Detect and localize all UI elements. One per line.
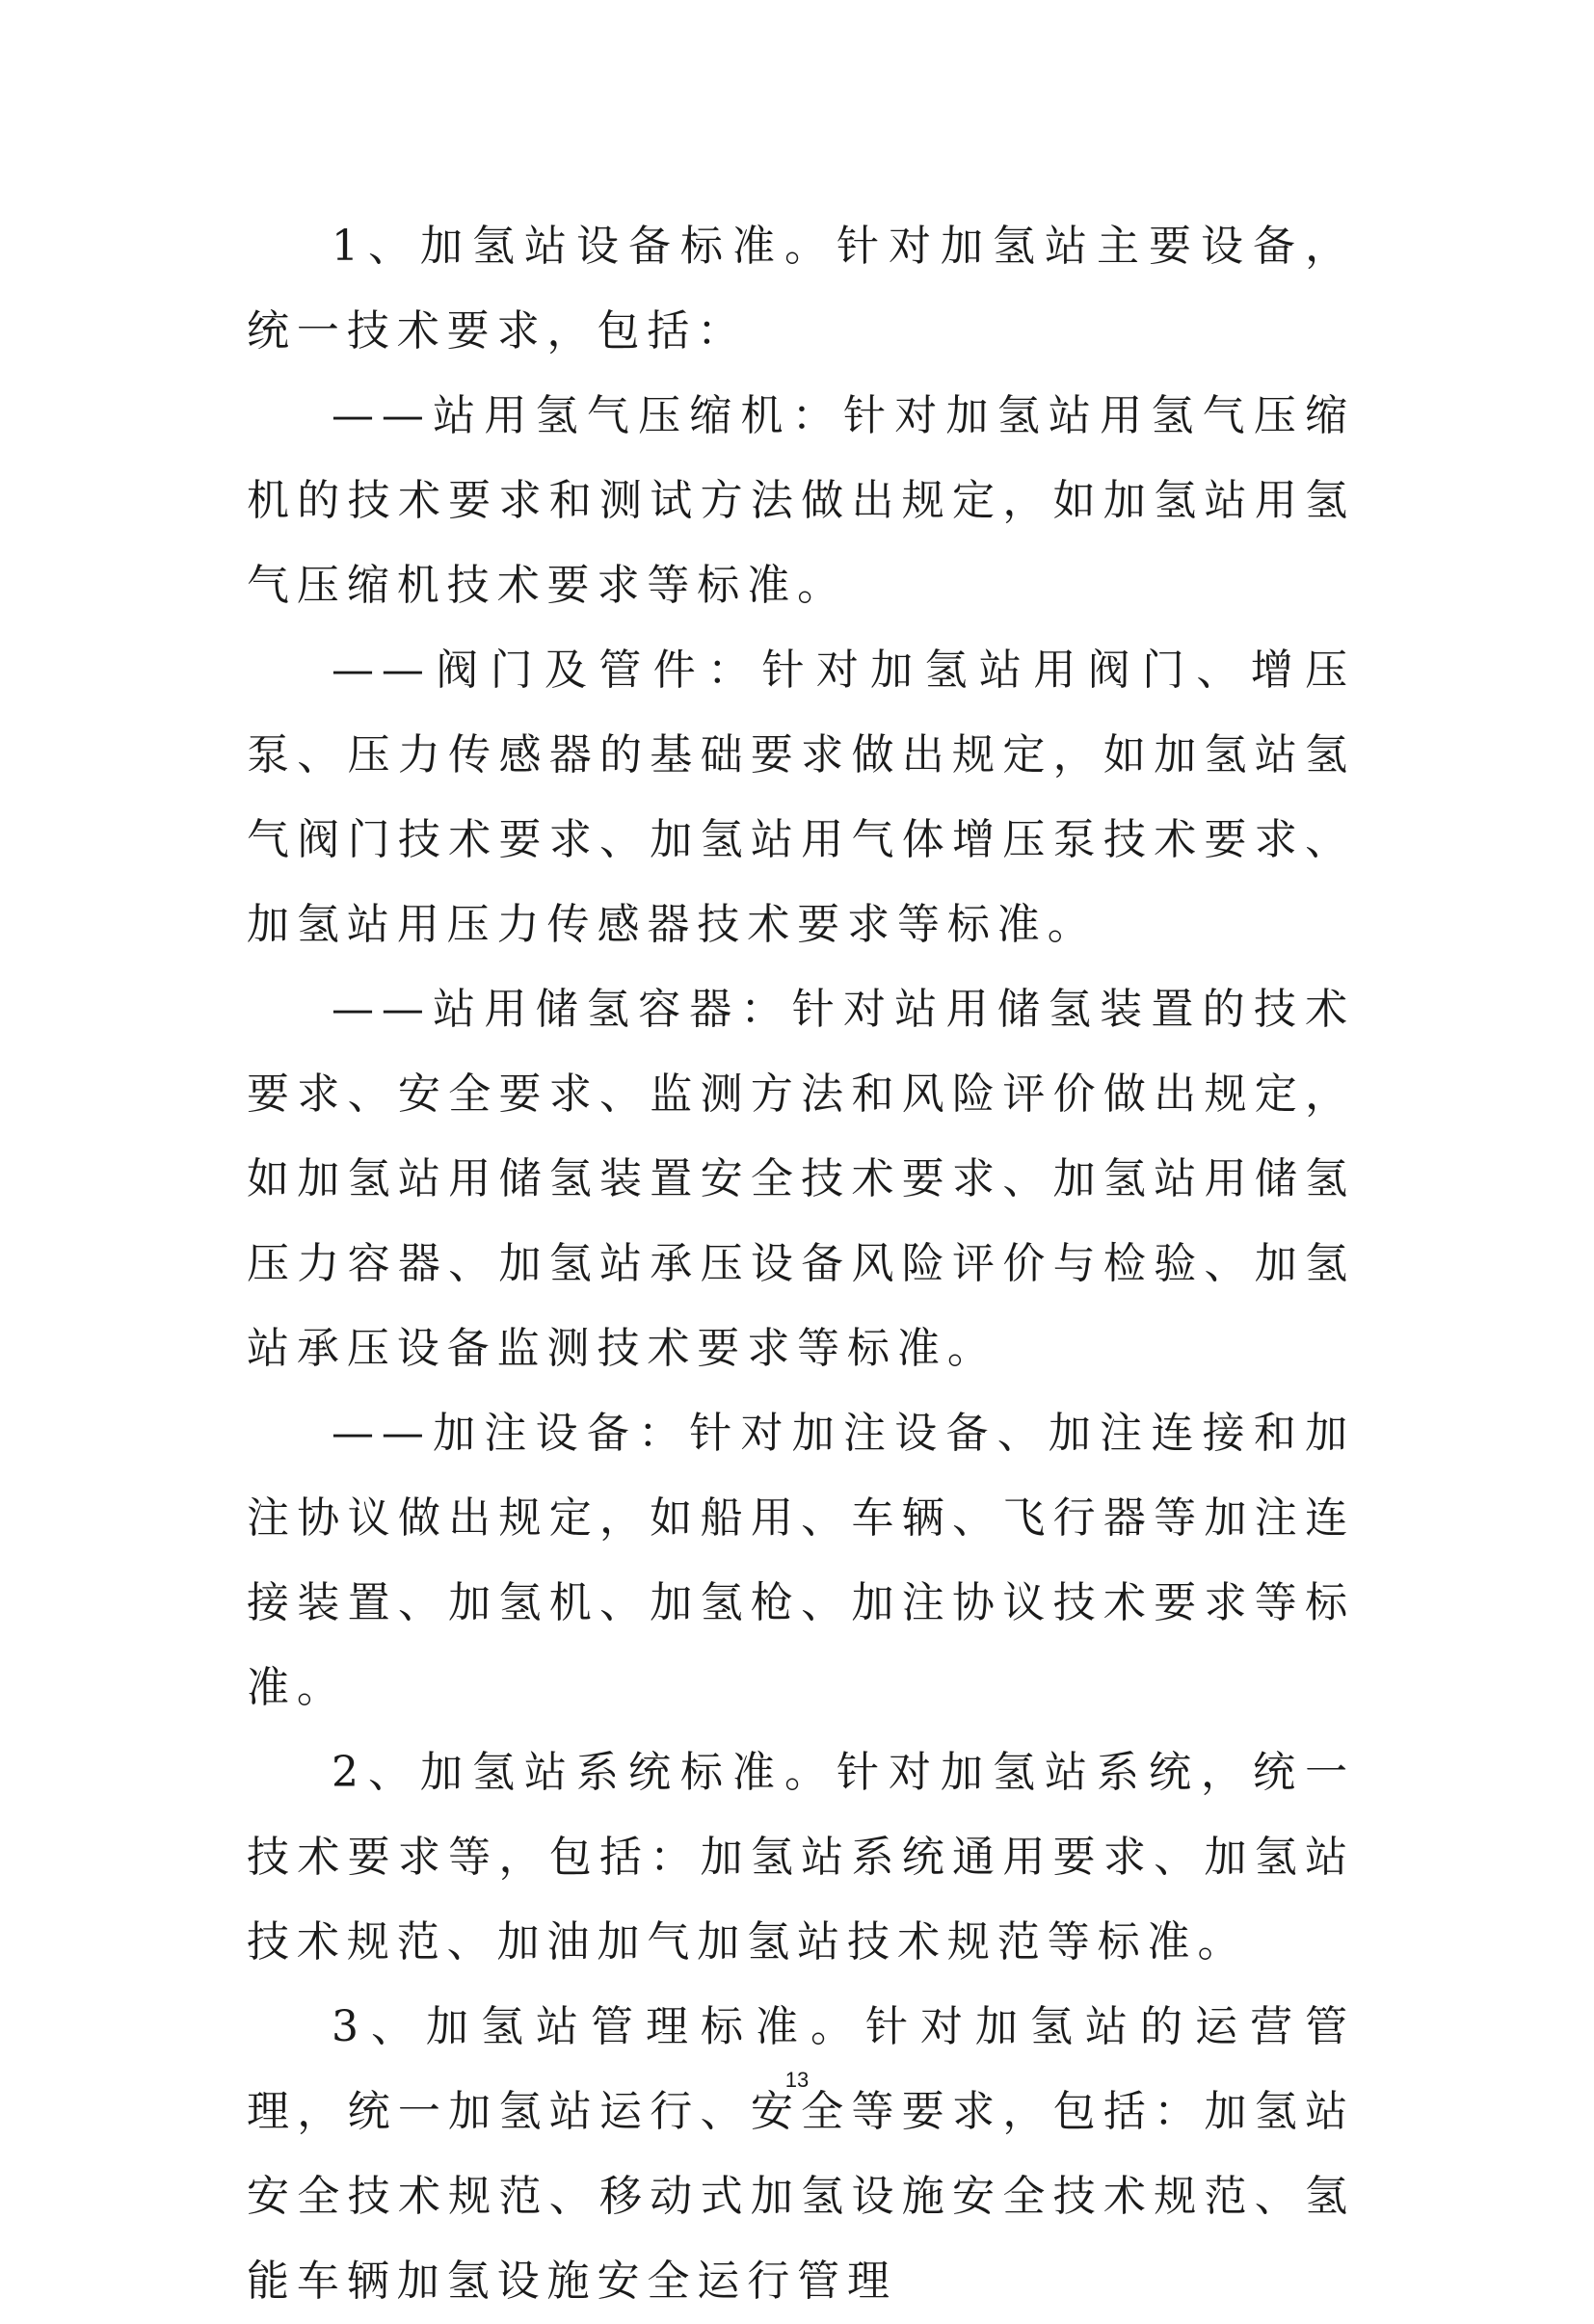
paragraph-storage-vessels: ——站用储氢容器：针对站用储氢装置的技术要求、安全要求、监测方法和风险评价做出规定，如加氢站用储氢装置安全技术要求、加氢站用储氢压力容器、加氢站承压设备风险评价与检验、加氢站承压设备监测技术要求等标准。 bbox=[247, 985, 1355, 1373]
paragraph-management-standards: 3、加氢站管理标准。针对加氢站的运营管理，统一加氢站运行、安全等要求，包括：加氢站安全技术规范、移动式加氢设施安全技术规范、氢能车辆加氢设施安全运行管理 bbox=[247, 2002, 1355, 2306]
paragraph-dispensing-equipment: ——加注设备：针对加注设备、加注连接和加注协议做出规定，如船用、车辆、飞行器等加注连接装置、加氢机、加氢枪、加注协议技术要求等标准。 bbox=[247, 1409, 1355, 1712]
paragraph-valves-fittings: ——阀门及管件：针对加氢站用阀门、增压泵、压力传感器的基础要求做出规定，如加氢站氢气阀门技术要求、加氢站用气体增压泵技术要求、加氢站用压力传感器技术要求等标准。 bbox=[247, 646, 1355, 949]
page-number: 13 bbox=[784, 2068, 810, 2092]
document-body bbox=[247, 204, 1355, 2324]
paragraph-equipment-standards: 1、加氢站设备标准。针对加氢站主要设备， 统一技术要求，包括： bbox=[247, 222, 1355, 356]
paragraph-compressor: ——站用氢气压缩机：针对加氢站用氢气压缩机的技术要求和测试方法做出规定，如加氢站用氢气压缩机技术要求等标准。 bbox=[247, 391, 1355, 610]
paragraph-system-standards: 2、加氢站系统标准。针对加氢站系统，统一技术要求等，包括：加氢站系统通用要求、加氢站技术规范、加油加气加氢站技术规范等标准。 bbox=[247, 1748, 1355, 1967]
